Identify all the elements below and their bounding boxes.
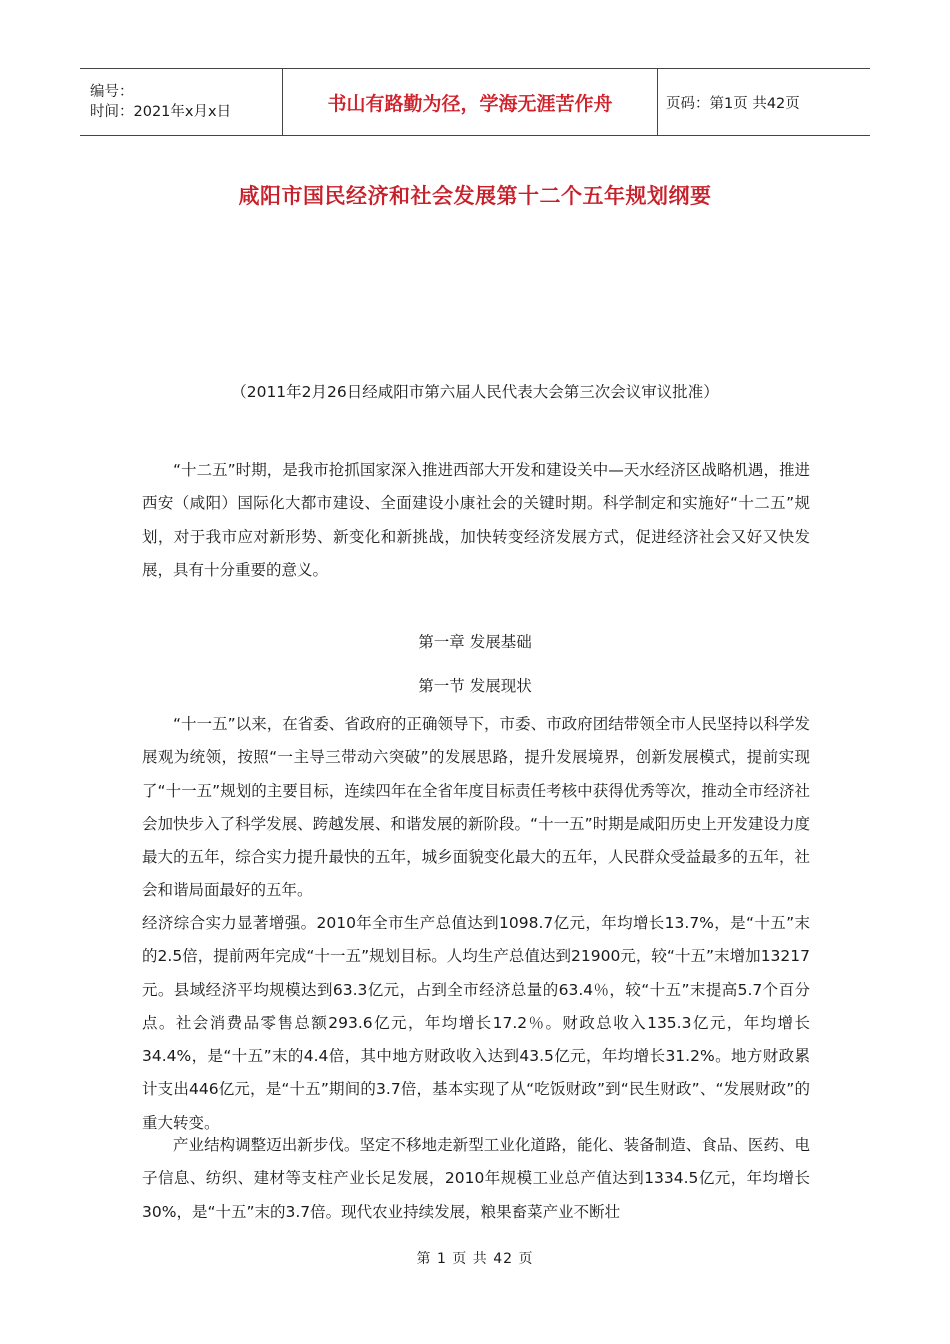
header-number-label: 编号： <box>90 84 134 100</box>
approval-note: （2011年2月26日经咸阳市第六届人民代表大会第三次会议审议批准） <box>231 383 719 401</box>
intro-paragraph: “十二五”时期，是我市抢抓国家深入推进西部大开发和建设关中—天水经济区战略机遇，推进西安（咸阳）国际化大都市建设、全面建设小康社会的关键时期。科学制定和实施好“十二五”规划，对于我市应对新形势、新变化和新挑战，加快转变经济发展方式，促进经济社会又好又快发展，具有十分重要的意义。 <box>142 461 810 579</box>
section-heading: 第一节 发展现状 <box>418 677 532 695</box>
body-paragraph-3: 产业结构调整迈出新步伐。坚定不移地走新型工业化道路，能化、装备制造、食品、医药、电子信息、纺织、建材等支柱产业长足发展，2010年规模工业总产值达到1334.5亿元，年均增长30%，是“十五”末的3.7倍。现代农业持续发展，粮果畜菜产业不断壮 <box>142 1136 810 1221</box>
page-footer: 第 1 页 共 42 页 <box>416 1251 534 1267</box>
header-page-info: 页码：第1页 共42页 <box>666 95 800 112</box>
header-page-cell <box>658 69 870 135</box>
body-paragraph-1: “十一五”以来，在省委、省政府的正确领导下，市委、市政府团结带领全市人民坚持以科学发展观为统领，按照“一主导三带动六突破”的发展思路，提升发展境界，创新发展模式，提前实现了“十一五”规划的主要目标，连续四年在全省年度目标责任考核中获得优秀等次，推动全市经济社会加快步入了科学发展、跨越发展、和谐发展的新阶段。“十一五”时期是咸阳历史上开发建设力度最大的五年，综合实力提升最快的五年，城乡面貌变化最大的五年，人民群众受益最多的五年，社会和谐局面最好的五年。 <box>142 715 810 900</box>
header-meta-cell <box>80 69 282 135</box>
header-motto-cell <box>282 69 658 135</box>
chapter-heading: 第一章 发展基础 <box>418 633 532 651</box>
header-motto: 书山有路勤为径，学海无涯苦作舟 <box>327 92 613 115</box>
header-time-label: 时间：2021年x月x日 <box>90 104 232 120</box>
document-title: 咸阳市国民经济和社会发展第十二个五年规划纲要 <box>238 184 712 208</box>
body-paragraph-2: 经济综合实力显著增强。2010年全市生产总值达到1098.7亿元，年均增长13.7%，是“十五”末的2.5倍，提前两年完成“十一五”规划目标。人均生产总值达到21900元，较“十五”末增加13217元。县域经济平均规模达到63.3亿元，占到全市经济总量的63.4％，较“十五”末提高5.7个百分点。社会消费品零售总额293.6亿元，年均增长17.2％。财政总收入135.3亿元，年均增长34.4%，是“十五”末的4.4倍，其中地方财政收入达到43.5亿元，年均增长31.2%。地方财政累计支出446亿元，是“十五”期间的3.7倍，基本实现了从“吃饭财政”到“民生财政”、“发展财政”的重大转变。 <box>142 914 810 1132</box>
document-header-table <box>80 68 870 136</box>
